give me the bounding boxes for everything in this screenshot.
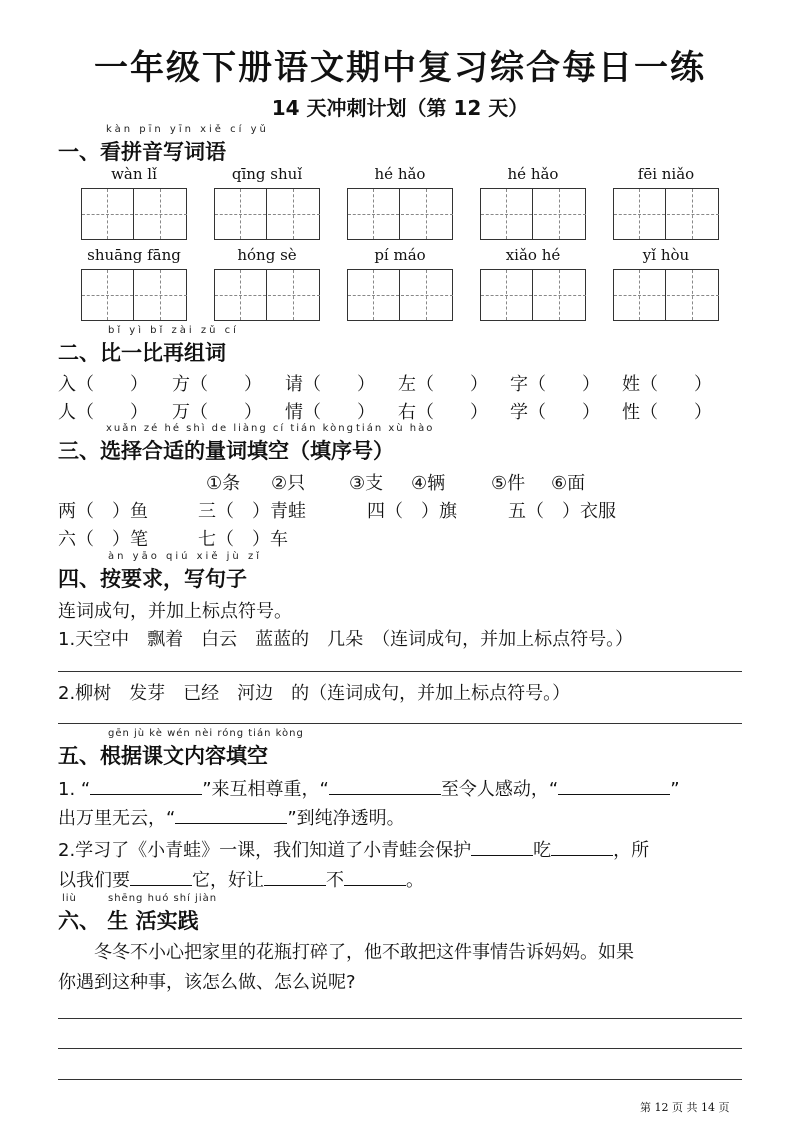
section1-pinyin: kàn pīn yīn xiě cí yǔ [106,124,269,135]
fill-text: 以我们要 [58,870,130,891]
pinyin-label: pí máo [374,246,426,264]
word-pair-item: 左（ ） [398,374,488,395]
fill-blank[interactable] [175,805,287,824]
word-pair-item: 情（ ） [285,402,375,423]
fill-item: 七（ ）车 [198,529,288,550]
answer-line[interactable] [58,1079,742,1080]
pinyin-label: xiǎo hé [505,246,561,264]
fill-text: 出万里无云，“ [58,808,176,829]
section4-pinyin: àn yāo qiú xiě jù zǐ [108,551,262,562]
pinyin-label: qīng shuǐ [231,165,303,183]
tianzige-box[interactable] [81,188,187,240]
fill-blank[interactable] [90,776,202,795]
tianzige-box[interactable] [81,269,187,321]
section5-pinyin: gēn jù kè wén nèi róng tián kòng [108,728,304,739]
page-subtitle: 14 天冲刺计划（第 12 天） [271,96,529,120]
word-pair-item: 人（ ） [58,402,148,423]
fill-blank[interactable] [558,776,670,795]
answer-line[interactable] [58,723,742,724]
option-item: ④辆 [411,473,446,494]
question-text: 2.柳树 发芽 已经 河边 的（连词成句，并加上标点符号。） [58,683,571,704]
fill-text: 。 [406,870,424,891]
section5-title: 五、根据课文内容填空 [58,744,268,768]
tianzige-box[interactable] [214,269,320,321]
answer-line[interactable] [58,1018,742,1019]
option-item: ⑤件 [491,473,526,494]
fill-text: ”到纯净透明。 [287,808,405,829]
tianzige-box[interactable] [613,188,719,240]
fill-blank[interactable] [551,837,613,856]
word-pair-item: 字（ ） [510,374,600,395]
tianzige-box[interactable] [214,188,320,240]
pinyin-label: shuāng fāng [87,246,181,264]
pinyin-label: yǐ hòu [642,246,690,264]
fill-text: ，所 [613,840,650,861]
fill-line [58,866,424,892]
tianzige-box[interactable] [480,188,586,240]
word-pair-item: 姓（ ） [622,374,712,395]
section6-title: 六、 生 活实践 [58,909,199,933]
word-pair-item: 性（ ） [622,402,712,423]
section6-pinyin-2: shēng huó shí jiàn [108,893,218,904]
pinyin-label: hé hǎo [374,165,426,183]
fill-line [58,836,649,862]
tianzige-box[interactable] [347,188,453,240]
paragraph-line: 你遇到这种事，该怎么做、怎么说呢? [58,972,356,993]
fill-blank[interactable] [329,776,441,795]
pinyin-label: hóng sè [237,246,297,264]
fill-text: ” [670,779,680,800]
section6-pinyin: liù [62,893,77,904]
section1-title: 一、看拼音写词语 [58,140,226,164]
section2-pinyin: bǐ yì bǐ zài zǔ cí [108,325,239,336]
instruction-text: 连词成句，并加上标点符号。 [58,601,292,622]
fill-item: 五（ ）衣服 [508,501,616,522]
pinyin-label: wàn lǐ [111,165,157,183]
word-pair-item: 学（ ） [510,402,600,423]
fill-text: ”来互相尊重，“ [202,779,329,800]
section3-title: 三、选择合适的量词填空（填序号） [58,439,394,463]
fill-text: 1. “ [58,779,91,800]
option-item: ②只 [271,473,306,494]
fill-item: 四（ ）旗 [367,501,457,522]
section2-title: 二、比一比再组词 [58,341,226,365]
word-pair-item: 入（ ） [58,374,148,395]
fill-blank[interactable] [344,867,406,886]
option-item: ①条 [206,473,241,494]
fill-text: 它，好让 [192,870,264,891]
tianzige-box[interactable] [613,269,719,321]
fill-line [58,775,680,801]
section4-title: 四、按要求，写句子 [58,567,247,591]
page-number: 第 12 页 共 14 页 [640,1101,730,1114]
option-item: ③支 [349,473,384,494]
section3-pinyin: xuǎn zé hé shì de liàng cí tián kòng [106,423,355,434]
word-pair-item: 方（ ） [172,374,262,395]
pinyin-label: hé hǎo [507,165,559,183]
option-item: ⑥面 [551,473,586,494]
fill-item: 六（ ）笔 [58,529,148,550]
fill-blank[interactable] [264,867,326,886]
answer-line[interactable] [58,1048,742,1049]
tianzige-box[interactable] [480,269,586,321]
fill-line [58,804,405,830]
page-title: 一年级下册语文期中复习综合每日一练 [94,48,706,88]
section3-pinyin-2: tián xù hào [356,423,435,434]
fill-blank[interactable] [471,837,533,856]
fill-text: 2.学习了《小青蛙》一课，我们知道了小青蛙会保护 [58,840,472,861]
fill-text: 不 [326,870,344,891]
fill-text: 至令人感动，“ [440,779,559,800]
question-text: 1.天空中 飘着 白云 蓝蓝的 几朵 （连词成句，并加上标点符号。） [58,629,634,650]
fill-item: 三（ ）青蛙 [198,501,306,522]
word-pair-item: 请（ ） [285,374,375,395]
fill-blank[interactable] [130,867,192,886]
word-pair-item: 右（ ） [398,402,488,423]
tianzige-box[interactable] [347,269,453,321]
fill-text: 吃 [533,840,552,861]
answer-line[interactable] [58,671,742,672]
paragraph-line: 冬冬不小心把家里的花瓶打碎了，他不敢把这件事情告诉妈妈。如果 [94,942,634,963]
pinyin-label: fēi niǎo [637,165,695,183]
word-pair-item: 万（ ） [172,402,262,423]
fill-item: 两（ ）鱼 [58,501,148,522]
